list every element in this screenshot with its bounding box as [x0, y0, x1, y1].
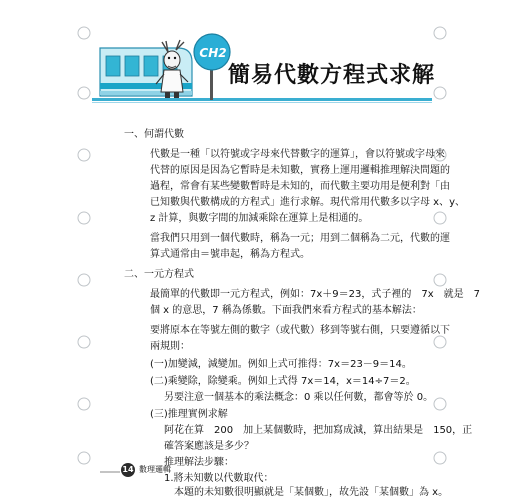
paragraph-line: 個 x 的意思，7 稱為係數。下面我們來看方程式的基本解法：	[150, 305, 422, 316]
example-line: 阿花在算 200 加上某個數時，把加寫成減，算出結果是 150，正	[164, 425, 473, 436]
paragraph-line: 代數是一種「以符號或字母來代替數字的運算」，會以符號或字母來	[150, 149, 445, 160]
paragraph-line: 已知數與代數構成的方程式」進行求解。現代常用代數多以字母 x、y、	[150, 197, 466, 208]
book-title: 數理邏輯	[139, 465, 171, 474]
step-text: 本題的未知數很明顯就是「某個數」，故先設「某個數」為 x。	[174, 487, 449, 498]
step-item: 1.將未知數以代數取代：	[164, 473, 274, 484]
section-heading: 一、何謂代數	[124, 129, 184, 140]
rule-item: (三)推理實例求解	[150, 409, 228, 420]
section-heading: 二、一元方程式	[124, 269, 194, 280]
paragraph-line: 當我們只用到一個代數時，稱為一元；用到二個稱為二元，代數的運	[150, 233, 450, 244]
paragraph-line: z 計算，與數字間的加減乘除在運算上是相通的。	[150, 213, 369, 224]
example-line: 確答案應該是多少？	[164, 441, 254, 452]
chapter-title: 簡易代數方程式求解	[228, 63, 436, 88]
chapter-badge-label: CH2	[199, 46, 227, 60]
paragraph-line: 最簡單的代數即一元方程式，例如：7x＋9＝23，式子裡的 7x 就是 7	[150, 289, 481, 300]
rule-item: (二)乘變除，除變乘。例如上式得 7x＝14，x＝14÷7＝2。	[150, 376, 416, 387]
paragraph-line: 要將原本在等號左側的數字（或代數）移到等號右側，只要遵循以下	[150, 325, 450, 336]
steps-label: 推理解法步驟：	[164, 457, 234, 468]
paragraph-line: 過程，常會有某些變數暫時是未知的，而代數主要功用是便利對「由	[150, 181, 450, 192]
paragraph-line: 兩規則：	[150, 341, 190, 352]
paragraph-line: 代替的原因是因為它暫時是未知數，實務上運用邏輯推理解決問題的	[150, 165, 450, 176]
rule-note: 另要注意一個基本的乘法概念：0 乘以任何數，都會等於 0。	[164, 392, 434, 403]
page-number: 14	[121, 463, 135, 477]
paragraph-line: 算式通常由＝號串起，稱為方程式。	[150, 249, 310, 260]
rule-item: (一)加變減，減變加。例如上式可推得：7x＝23－9＝14。	[150, 359, 412, 370]
